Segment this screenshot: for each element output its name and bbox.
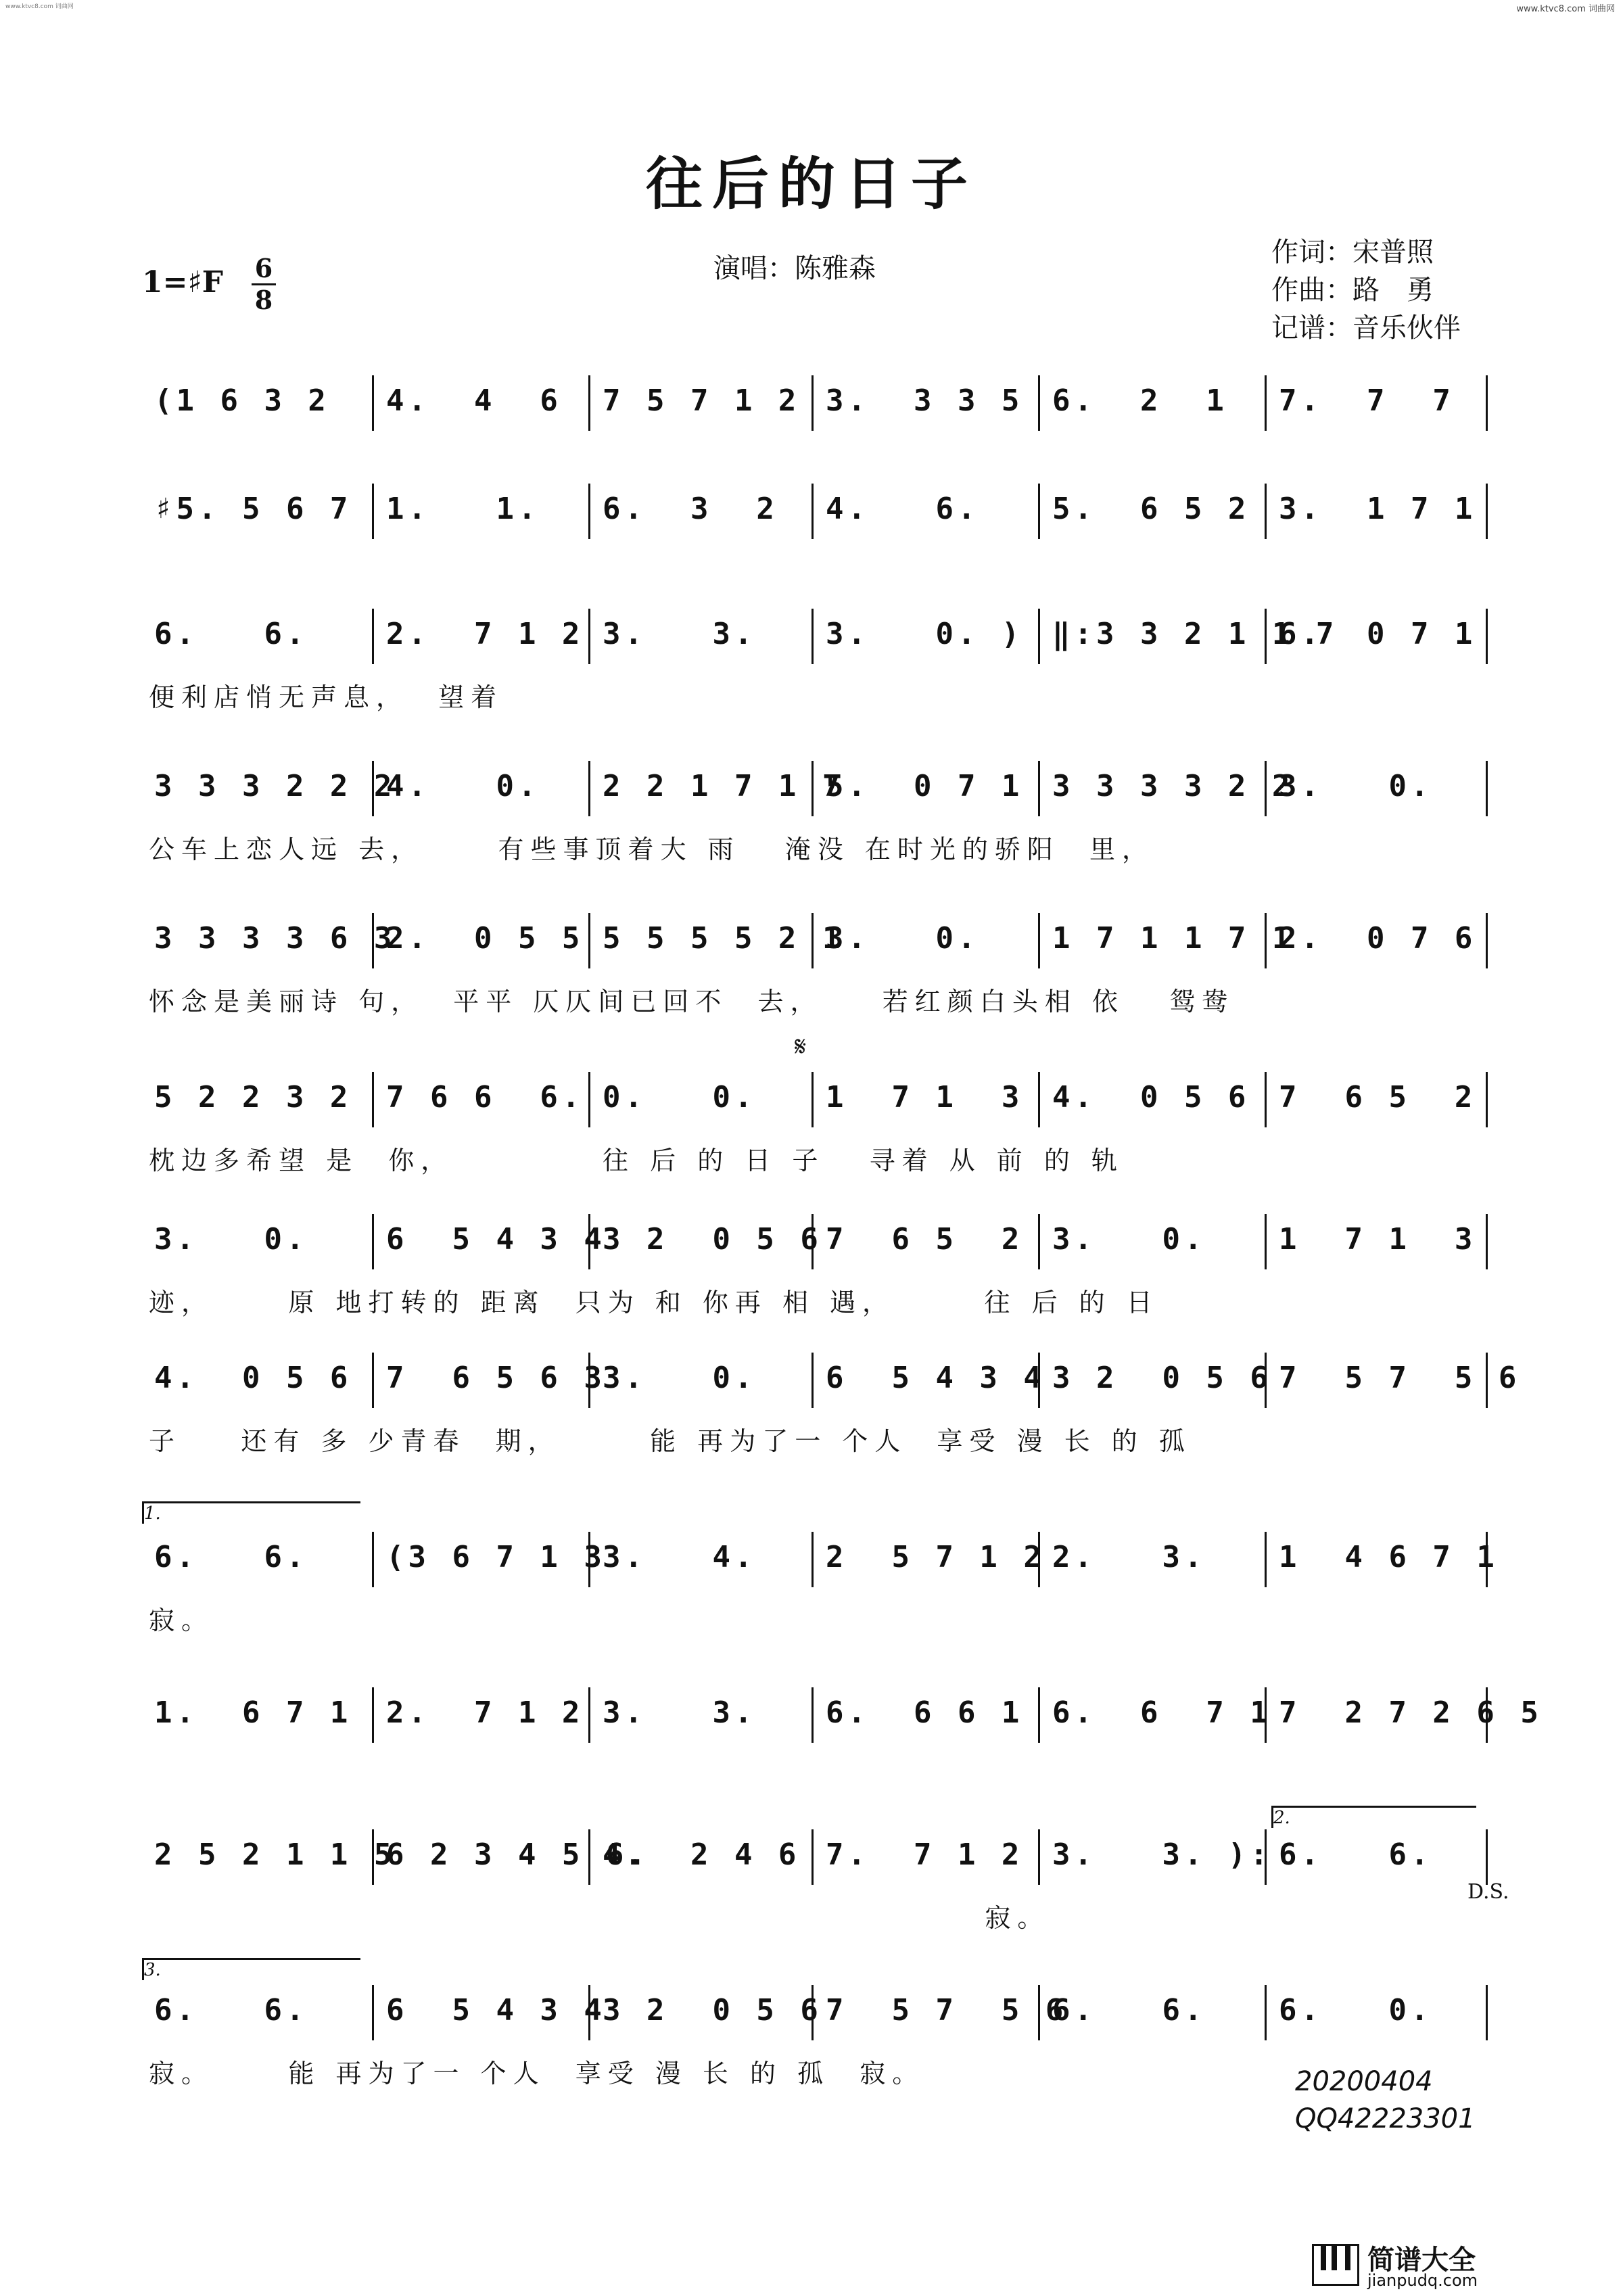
- measure: [1265, 1829, 1488, 1885]
- measure-notes: ♯5. 5 6 7: [154, 492, 352, 526]
- measure-notes: 5 5 5 5 2 1: [603, 921, 845, 956]
- measure-notes: 3 3 3 2 2 2: [154, 769, 396, 803]
- measure-notes: 3 2 0 5 6: [603, 1222, 822, 1257]
- measure: [142, 1532, 372, 1587]
- stamp-date: 20200404: [1295, 2066, 1433, 2097]
- measure-notes: 3. 1 7 1: [1279, 492, 1477, 526]
- measure: [812, 484, 1038, 539]
- measure: [1038, 1214, 1265, 1269]
- logo-url: jianpudq.com: [1367, 2271, 1478, 2290]
- measure: [372, 484, 588, 539]
- measure-notes: 3. 3.: [603, 1695, 757, 1730]
- measure-notes: 5. 6 5 2: [1052, 492, 1250, 526]
- lyric-line: 寂。 能 再为了一 个人 享受 漫 长 的 孤 寂。: [149, 2059, 925, 2088]
- measure-notes: 4. 2 4 6: [603, 1837, 801, 1872]
- measure-notes: 5. 0 7 1: [826, 769, 1024, 803]
- measure: [1265, 1353, 1521, 1408]
- measure-notes: 3 3 3 3 2 2: [1052, 769, 1294, 803]
- measure: [1038, 1353, 1272, 1408]
- measure: [372, 609, 588, 664]
- measure: [372, 1214, 606, 1269]
- measure: [588, 1687, 812, 1743]
- site-watermark-left: www.ktvc8.com 词曲网: [5, 3, 74, 10]
- time-signature-bottom: 8: [254, 285, 273, 315]
- measure: [142, 1985, 372, 2040]
- measure-notes: 7 2 7 2 6 5: [1279, 1695, 1543, 1730]
- barline-end: [1486, 761, 1488, 816]
- measure: [372, 761, 588, 816]
- measure-notes: 3. 4.: [603, 1540, 757, 1574]
- measure-notes: 6. 6.: [154, 617, 308, 651]
- measure: [372, 375, 588, 431]
- measure-notes: 6. 6.: [154, 1540, 308, 1574]
- measure: [142, 913, 396, 968]
- measure: [812, 1829, 1038, 1885]
- measure-notes: 2. 7 1 2: [386, 1695, 584, 1730]
- song-title: 往后的日子: [645, 150, 977, 217]
- measure: [812, 1353, 1045, 1408]
- measure-notes: 3. 3. ):: [1052, 1837, 1272, 1872]
- measure-notes: 7 5 7 1 2: [603, 383, 801, 418]
- measure-notes: 0. 0.: [603, 1080, 757, 1115]
- measure-notes: 6. 6 7 1: [1052, 1695, 1272, 1730]
- lyric-line: 枕边多希望 是 你， 往 后 的 日 子 寻着 从 前 的 轨: [149, 1146, 1124, 1175]
- barline-end: [1486, 1687, 1488, 1743]
- measure: [588, 1353, 812, 1408]
- measure: [142, 484, 372, 539]
- measure: [372, 1829, 650, 1885]
- volta-3: 3.: [142, 1958, 360, 1980]
- measure-notes: 6 5 4 3 4: [386, 1222, 606, 1257]
- site-logo: [1312, 2239, 1609, 2291]
- measure-notes: ‖:3 3 2 1 1 7: [1052, 617, 1338, 651]
- measure-notes: 3. 0.: [826, 921, 980, 956]
- barline-end: [1486, 375, 1488, 431]
- measure: [142, 1353, 372, 1408]
- measure: [588, 609, 812, 664]
- measure-notes: 4. 0 5 6: [1052, 1080, 1250, 1115]
- volta-2: 2.: [1271, 1806, 1476, 1828]
- measure: [142, 761, 396, 816]
- measure: [1265, 1687, 1543, 1743]
- measure-notes: 1 7 1 3: [826, 1080, 1024, 1115]
- measure-notes: 7 6 6 6.: [386, 1080, 584, 1115]
- measure: [1038, 913, 1294, 968]
- measure: [1265, 913, 1488, 968]
- measure: [588, 1214, 822, 1269]
- measure-notes: 2 2 1 7 1 7: [603, 769, 845, 803]
- measure-notes: (1 6 3 2: [154, 383, 330, 418]
- barline-end: [1486, 1532, 1488, 1587]
- measure-notes: 1 7 1 3: [1279, 1222, 1477, 1257]
- measure: [372, 1072, 588, 1127]
- measure-notes: 4. 4 6: [386, 383, 562, 418]
- measure-notes: 7 5 7 5 6: [1279, 1361, 1521, 1395]
- measure: [1265, 1532, 1499, 1587]
- barline-end: [1486, 1985, 1488, 2040]
- measure-notes: 1 4 6 7 1: [1279, 1540, 1499, 1574]
- measure: [142, 1687, 372, 1743]
- volta-1: 1.: [142, 1501, 360, 1524]
- measure: [812, 913, 1038, 968]
- measure: [812, 1687, 1038, 1743]
- measure: [588, 375, 812, 431]
- measure-notes: 6 5 4 3 4: [386, 1993, 606, 2028]
- transcriber-credit: 记谱：音乐伙伴: [1271, 312, 1461, 344]
- time-signature-top: 6: [254, 253, 273, 283]
- measure: [1038, 1072, 1265, 1127]
- measure: [1265, 1072, 1488, 1127]
- measure-notes: 6. 0 7 1: [1279, 617, 1477, 651]
- measure: [588, 1532, 812, 1587]
- measure: [588, 1829, 812, 1885]
- lyric-line: 便利店悄无声息， 望着: [149, 682, 504, 712]
- measure-notes: 3. 0.: [603, 1361, 757, 1395]
- lyricist-credit: 作词：宋普照: [1271, 237, 1434, 268]
- measure-notes: 3. 0.: [1052, 1222, 1206, 1257]
- measure-notes: 3. 3 3 5: [826, 383, 1024, 418]
- measure: [812, 1214, 1038, 1269]
- measure-notes: 6. 2 1: [1052, 383, 1228, 418]
- time-signature: [252, 254, 276, 315]
- measure: [588, 913, 845, 968]
- measure: [1265, 609, 1488, 664]
- measure: [812, 1532, 1045, 1587]
- measure-notes: 7. 7 1 2: [826, 1837, 1024, 1872]
- measure-notes: 3. 0. ): [826, 617, 1024, 651]
- measure: [142, 375, 372, 431]
- measure-notes: 2. 3.: [1052, 1540, 1206, 1574]
- measure: [372, 1532, 606, 1587]
- measure: [1265, 375, 1488, 431]
- measure-notes: 3 3 3 3 6 3: [154, 921, 396, 956]
- measure-notes: 6 2 3 4 5 6.: [386, 1837, 650, 1872]
- measure: [812, 375, 1038, 431]
- measure: [142, 1072, 372, 1127]
- measure: [142, 1214, 372, 1269]
- composer-credit: 作曲：路 勇: [1271, 275, 1434, 306]
- measure: [1038, 484, 1265, 539]
- measure-notes: 6. 6.: [1279, 1837, 1433, 1872]
- measure: [142, 1829, 396, 1885]
- measure-notes: 7. 7 7: [1279, 383, 1455, 418]
- measure-notes: 2 5 2 1 1 5: [154, 1837, 396, 1872]
- measure-notes: 2. 7 1 2: [386, 617, 584, 651]
- measure: [372, 913, 588, 968]
- lyric-line: 怀念是美丽诗 句， 平平 仄仄间已回不 去， 若红颜白头相 依 鸳鸯: [149, 987, 1235, 1016]
- credits-block: [1271, 233, 1461, 347]
- logo-name: 简谱大全: [1367, 2245, 1476, 2276]
- barline-end: [1486, 1829, 1488, 1885]
- measure-notes: 7 6 5 6 3: [386, 1361, 606, 1395]
- lyric-line: 寂。: [149, 1606, 214, 1635]
- measure: [588, 1072, 812, 1127]
- barline-end: [1486, 1353, 1488, 1408]
- measure-notes: 4. 0.: [386, 769, 540, 803]
- measure: [1038, 375, 1265, 431]
- lyric-line: 迹， 原 地打转的 距离 只为 和 你再 相 遇， 往 后 的 日: [149, 1288, 1159, 1317]
- barline-end: [1486, 484, 1488, 539]
- barline-end: [1486, 1214, 1488, 1269]
- measure-notes: 3. 3.: [603, 617, 757, 651]
- barline-end: [1486, 609, 1488, 664]
- measure-notes: 6 5 4 3 4: [826, 1361, 1045, 1395]
- measure-notes: 7 6 5 2: [826, 1222, 1024, 1257]
- measure: [1265, 484, 1488, 539]
- key-signature: 1=♯F: [142, 265, 224, 300]
- measure: [812, 1072, 1038, 1127]
- measure: [812, 761, 1038, 816]
- measure: [1038, 1829, 1272, 1885]
- segno-icon: 𝄋: [795, 1031, 807, 1062]
- measure: [1038, 1532, 1265, 1587]
- measure-notes: 2. 0 7 6: [1279, 921, 1477, 956]
- measure: [1038, 1985, 1265, 2040]
- measure-notes: 4. 0 5 6: [154, 1361, 352, 1395]
- measure-notes: 6. 6.: [154, 1993, 308, 2028]
- measure: [1265, 1985, 1488, 2040]
- lyric-line: 子 还有 多 少青春 期， 能 再为了一 个人 享受 漫 长 的 孤: [149, 1426, 1192, 1456]
- measure-notes: 6. 6 6 1: [826, 1695, 1024, 1730]
- measure-notes: 3. 0.: [1279, 769, 1433, 803]
- measure-notes: 7 6 5 2: [1279, 1080, 1477, 1115]
- measure-notes: 3 2 0 5 6: [603, 1993, 822, 2028]
- lyric-line: 公车上恋人远 去， 有些事顶着大 雨 淹没 在时光的骄阳 里，: [149, 835, 1155, 864]
- measure-notes: 6. 0.: [1279, 1993, 1433, 2028]
- measure-notes: 3 2 0 5 6: [1052, 1361, 1272, 1395]
- barline-end: [1486, 1072, 1488, 1127]
- measure: [372, 1687, 588, 1743]
- measure-notes: (3 6 7 1 3: [386, 1540, 606, 1574]
- stamp-qq: QQ42223301: [1295, 2103, 1476, 2134]
- dal-segno-mark: D.S.: [1467, 1880, 1509, 1904]
- measure-notes: 6. 3 2: [603, 492, 778, 526]
- measure: [588, 1985, 822, 2040]
- measure: [812, 1985, 1068, 2040]
- lyric-line: 寂。: [149, 1903, 1050, 1933]
- measure: [372, 1985, 606, 2040]
- measure-notes: 5 2 2 3 2: [154, 1080, 352, 1115]
- measure: [1038, 761, 1294, 816]
- measure: [1038, 1687, 1272, 1743]
- singer-credit: 演唱：陈雅森: [713, 253, 876, 284]
- measure: [812, 609, 1038, 664]
- measure-notes: 1 7 1 1 7 1: [1052, 921, 1294, 956]
- measure-notes: 2. 0 5 5: [386, 921, 584, 956]
- measure-notes: 3. 0.: [154, 1222, 308, 1257]
- piano-keys-icon: [1312, 2244, 1359, 2286]
- site-watermark: www.ktvc8.com 词曲网: [1516, 4, 1615, 14]
- measure: [1265, 1214, 1488, 1269]
- measure-notes: 4. 6.: [826, 492, 980, 526]
- measure-notes: 1. 6 7 1: [154, 1695, 352, 1730]
- barline-end: [1486, 913, 1488, 968]
- measure: [142, 609, 372, 664]
- measure-notes: 2 5 7 1 2: [826, 1540, 1045, 1574]
- measure-notes: 7 5 7 5 6: [826, 1993, 1068, 2028]
- measure: [372, 1353, 606, 1408]
- measure: [588, 761, 845, 816]
- measure: [1038, 609, 1338, 664]
- measure-notes: 6. 6.: [1052, 1993, 1206, 2028]
- measure-notes: 1. 1.: [386, 492, 540, 526]
- measure: [588, 484, 812, 539]
- measure: [1265, 761, 1488, 816]
